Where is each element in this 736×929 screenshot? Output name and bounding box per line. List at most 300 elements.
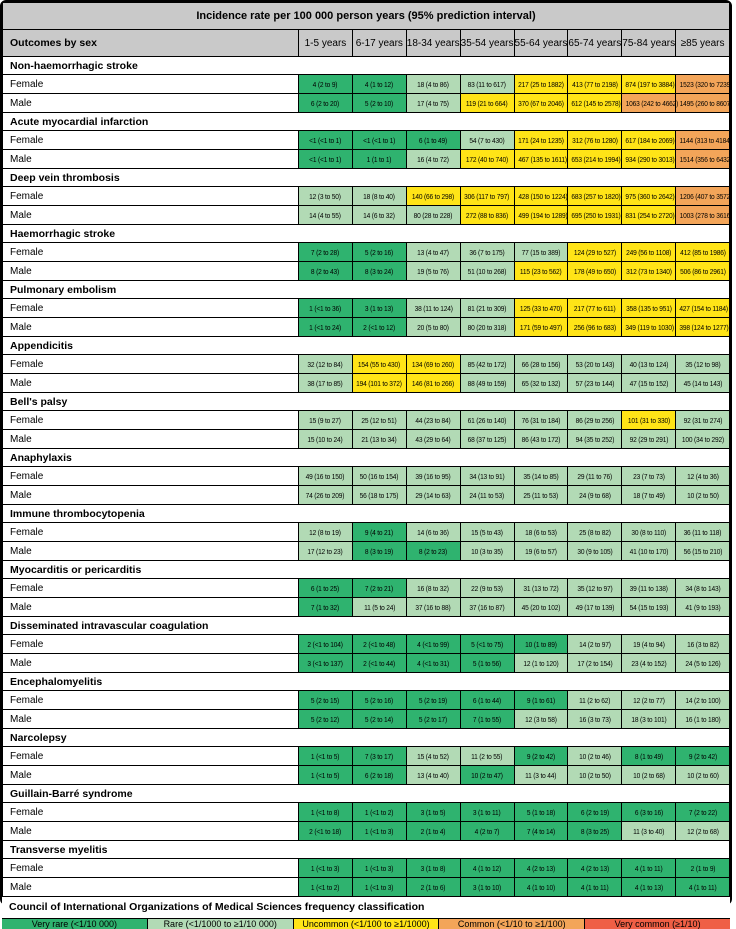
incidence-cell: 653 (214 to 1994) xyxy=(568,150,622,169)
incidence-cell: 14 (2 to 97) xyxy=(568,635,622,654)
incidence-cell: 56 (15 to 210) xyxy=(676,542,730,561)
incidence-cell: 5 (2 to 17) xyxy=(406,710,460,729)
incidence-row-female xyxy=(3,579,730,598)
sex-label: Female xyxy=(3,859,299,878)
sex-label: Male xyxy=(3,878,299,897)
incidence-cell: 5 (2 to 12) xyxy=(299,710,353,729)
incidence-row-male xyxy=(3,878,730,897)
outcome-name: Disseminated intravascular coagulation xyxy=(3,617,730,635)
incidence-cell: 57 (23 to 144) xyxy=(568,374,622,393)
incidence-cell: 83 (11 to 617) xyxy=(460,75,514,94)
incidence-row-female xyxy=(3,75,730,94)
incidence-cell: 12 (3 to 50) xyxy=(299,187,353,206)
incidence-row-female xyxy=(3,635,730,654)
incidence-cell: 6 (2 to 19) xyxy=(568,803,622,822)
incidence-cell: 499 (194 to 1289) xyxy=(514,206,568,225)
incidence-cell: 86 (43 to 172) xyxy=(514,430,568,449)
outcome-name: Bell's palsy xyxy=(3,393,730,411)
incidence-cell: 100 (34 to 292) xyxy=(676,430,730,449)
incidence-cell: 3 (1 to 11) xyxy=(460,803,514,822)
incidence-cell: 45 (14 to 143) xyxy=(676,374,730,393)
incidence-cell: 68 (37 to 125) xyxy=(460,430,514,449)
incidence-cell: 2 (1 to 6) xyxy=(406,878,460,897)
sex-label: Male xyxy=(3,766,299,785)
incidence-row-male xyxy=(3,822,730,841)
incidence-cell: 56 (18 to 175) xyxy=(352,486,406,505)
incidence-cell: 2 (<1 to 12) xyxy=(352,318,406,337)
incidence-cell: 10 (2 to 50) xyxy=(568,766,622,785)
outcome-group-row xyxy=(3,225,730,243)
incidence-cell: 38 (17 to 85) xyxy=(299,374,353,393)
incidence-cell: 18 (7 to 49) xyxy=(622,486,676,505)
incidence-cell: 124 (29 to 527) xyxy=(568,243,622,262)
sex-label: Female xyxy=(3,523,299,542)
incidence-cell: 36 (7 to 175) xyxy=(460,243,514,262)
age-group-header: 65-74 years xyxy=(568,30,622,57)
outcome-name: Acute myocardial infarction xyxy=(3,113,730,131)
legend-item-vc: Very common (≥1/10) xyxy=(585,919,730,929)
incidence-cell: 12 (2 to 77) xyxy=(622,691,676,710)
incidence-cell: 1144 (313 to 4184) xyxy=(676,131,730,150)
incidence-row-male xyxy=(3,542,730,561)
incidence-cell: 4 (2 to 9) xyxy=(299,75,353,94)
incidence-cell: 427 (154 to 1184) xyxy=(676,299,730,318)
sex-label: Male xyxy=(3,598,299,617)
incidence-cell: 24 (5 to 126) xyxy=(676,654,730,673)
incidence-cell: 272 (88 to 836) xyxy=(460,206,514,225)
incidence-row-female xyxy=(3,411,730,430)
incidence-cell: 1063 (242 to 4662) xyxy=(622,94,676,113)
sex-label: Female xyxy=(3,467,299,486)
outcome-group-row xyxy=(3,617,730,635)
incidence-row-male xyxy=(3,374,730,393)
outcome-name: Non-haemorrhagic stroke xyxy=(3,57,730,75)
incidence-cell: 5 (<1 to 75) xyxy=(460,635,514,654)
incidence-cell: 4 (1 to 10) xyxy=(514,878,568,897)
incidence-cell: 34 (13 to 91) xyxy=(460,467,514,486)
incidence-cell: 49 (16 to 150) xyxy=(299,467,353,486)
sex-label: Male xyxy=(3,710,299,729)
incidence-cell: 44 (23 to 84) xyxy=(406,411,460,430)
incidence-cell: 1523 (320 to 7239) xyxy=(676,75,730,94)
incidence-cell: 12 (4 to 36) xyxy=(676,467,730,486)
incidence-cell: 22 (9 to 53) xyxy=(460,579,514,598)
sex-label: Male xyxy=(3,486,299,505)
sex-label: Male xyxy=(3,262,299,281)
incidence-cell: 74 (26 to 209) xyxy=(299,486,353,505)
incidence-cell: 43 (29 to 64) xyxy=(406,430,460,449)
incidence-cell: 21 (13 to 34) xyxy=(352,430,406,449)
incidence-cell: 171 (24 to 1235) xyxy=(514,131,568,150)
incidence-cell: 1 (<1 to 5) xyxy=(299,766,353,785)
incidence-cell: 51 (10 to 268) xyxy=(460,262,514,281)
incidence-cell: 101 (31 to 330) xyxy=(622,411,676,430)
incidence-cell: 3 (1 to 13) xyxy=(352,299,406,318)
incidence-cell: 2 (<1 to 48) xyxy=(352,635,406,654)
incidence-cell: 18 (4 to 86) xyxy=(406,75,460,94)
sex-label: Male xyxy=(3,206,299,225)
outcome-name: Encephalomyelitis xyxy=(3,673,730,691)
incidence-cell: 32 (12 to 84) xyxy=(299,355,353,374)
incidence-cell: 617 (184 to 2069) xyxy=(622,131,676,150)
incidence-cell: 15 (5 to 43) xyxy=(460,523,514,542)
incidence-row-male xyxy=(3,94,730,113)
incidence-cell: <1 (<1 to 1) xyxy=(299,150,353,169)
incidence-cell: 2 (1 to 9) xyxy=(676,859,730,878)
incidence-cell: 14 (6 to 32) xyxy=(352,206,406,225)
incidence-cell: 66 (28 to 156) xyxy=(514,355,568,374)
incidence-cell: 15 (9 to 27) xyxy=(299,411,353,430)
incidence-cell: 358 (135 to 951) xyxy=(622,299,676,318)
incidence-cell: 19 (6 to 57) xyxy=(514,542,568,561)
incidence-row-male xyxy=(3,150,730,169)
incidence-cell: 134 (69 to 260) xyxy=(406,355,460,374)
incidence-cell: 6 (3 to 16) xyxy=(622,803,676,822)
incidence-cell: 15 (10 to 24) xyxy=(299,430,353,449)
incidence-cell: 23 (7 to 73) xyxy=(622,467,676,486)
incidence-cell: 92 (31 to 274) xyxy=(676,411,730,430)
column-header-row xyxy=(3,30,730,57)
sex-label: Female xyxy=(3,75,299,94)
incidence-cell: 217 (25 to 1882) xyxy=(514,75,568,94)
age-group-header: 75-84 years xyxy=(622,30,676,57)
incidence-cell: 312 (73 to 1340) xyxy=(622,262,676,281)
outcome-group-row xyxy=(3,841,730,859)
sex-label: Female xyxy=(3,635,299,654)
incidence-cell: 29 (14 to 63) xyxy=(406,486,460,505)
incidence-cell: 2 (<1 to 104) xyxy=(299,635,353,654)
incidence-cell: 29 (11 to 76) xyxy=(568,467,622,486)
incidence-cell: 10 (2 to 46) xyxy=(568,747,622,766)
sex-label: Female xyxy=(3,243,299,262)
incidence-cell: 17 (12 to 23) xyxy=(299,542,353,561)
incidence-cell: 6 (2 to 20) xyxy=(299,94,353,113)
incidence-cell: 1 (<1 to 8) xyxy=(299,803,353,822)
incidence-row-female xyxy=(3,523,730,542)
incidence-cell: 312 (76 to 1280) xyxy=(568,131,622,150)
incidence-cell: 1 (<1 to 3) xyxy=(352,822,406,841)
incidence-cell: 34 (8 to 143) xyxy=(676,579,730,598)
outcome-group-row xyxy=(3,281,730,299)
incidence-cell: 14 (4 to 55) xyxy=(299,206,353,225)
incidence-cell: 7 (2 to 28) xyxy=(299,243,353,262)
incidence-row-female xyxy=(3,131,730,150)
outcome-name: Transverse myelitis xyxy=(3,841,730,859)
incidence-cell: 12 (3 to 58) xyxy=(514,710,568,729)
incidence-row-male xyxy=(3,206,730,225)
incidence-cell: 37 (16 to 88) xyxy=(406,598,460,617)
sex-label: Female xyxy=(3,355,299,374)
incidence-cell: 47 (15 to 152) xyxy=(622,374,676,393)
incidence-cell: 16 (4 to 72) xyxy=(406,150,460,169)
sex-label: Male xyxy=(3,150,299,169)
incidence-cell: 11 (5 to 24) xyxy=(352,598,406,617)
sex-label: Female xyxy=(3,131,299,150)
outcome-group-row xyxy=(3,785,730,803)
incidence-cell: 831 (254 to 2720) xyxy=(622,206,676,225)
incidence-cell: 14 (2 to 100) xyxy=(676,691,730,710)
incidence-cell: 10 (2 to 68) xyxy=(622,766,676,785)
incidence-cell: 94 (35 to 252) xyxy=(568,430,622,449)
incidence-cell: 10 (2 to 47) xyxy=(460,766,514,785)
incidence-cell: 20 (5 to 80) xyxy=(406,318,460,337)
incidence-cell: 7 (4 to 14) xyxy=(514,822,568,841)
incidence-cell: 50 (16 to 154) xyxy=(352,467,406,486)
incidence-cell: 874 (197 to 3884) xyxy=(622,75,676,94)
incidence-cell: 12 (8 to 19) xyxy=(299,523,353,542)
incidence-cell: 1 (<1 to 5) xyxy=(299,747,353,766)
incidence-row-female xyxy=(3,859,730,878)
incidence-cell: 5 (2 to 14) xyxy=(352,710,406,729)
incidence-cell: 18 (8 to 40) xyxy=(352,187,406,206)
incidence-cell: 467 (135 to 1611) xyxy=(514,150,568,169)
incidence-cell: 12 (2 to 68) xyxy=(676,822,730,841)
outcome-name: Appendicitis xyxy=(3,337,730,355)
incidence-cell: 5 (1 to 56) xyxy=(460,654,514,673)
incidence-row-female xyxy=(3,803,730,822)
incidence-cell: 36 (11 to 118) xyxy=(676,523,730,542)
incidence-cell: 934 (290 to 3013) xyxy=(622,150,676,169)
incidence-row-female xyxy=(3,355,730,374)
incidence-cell: 349 (119 to 1030) xyxy=(622,318,676,337)
sex-label: Male xyxy=(3,542,299,561)
incidence-cell: 61 (26 to 140) xyxy=(460,411,514,430)
incidence-cell: 249 (56 to 1108) xyxy=(622,243,676,262)
outcome-name: Anaphylaxis xyxy=(3,449,730,467)
incidence-cell: 178 (49 to 650) xyxy=(568,262,622,281)
incidence-cell: 53 (20 to 143) xyxy=(568,355,622,374)
incidence-cell: 19 (4 to 94) xyxy=(622,635,676,654)
incidence-cell: 35 (12 to 98) xyxy=(676,355,730,374)
outcome-group-row xyxy=(3,169,730,187)
age-group-header: 18-34 years xyxy=(406,30,460,57)
sex-label: Male xyxy=(3,374,299,393)
incidence-cell: 6 (1 to 44) xyxy=(460,691,514,710)
incidence-cell: 16 (3 to 82) xyxy=(676,635,730,654)
incidence-cell: 428 (150 to 1224) xyxy=(514,187,568,206)
incidence-cell: 683 (257 to 1820) xyxy=(568,187,622,206)
figure-title-row xyxy=(3,3,730,30)
incidence-row-male xyxy=(3,486,730,505)
incidence-cell: 24 (9 to 68) xyxy=(568,486,622,505)
incidence-row-male xyxy=(3,598,730,617)
outcome-name: Pulmonary embolism xyxy=(3,281,730,299)
incidence-cell: 11 (3 to 40) xyxy=(622,822,676,841)
incidence-cell: 1 (<1 to 24) xyxy=(299,318,353,337)
outcome-group-row xyxy=(3,113,730,131)
outcome-name: Narcolepsy xyxy=(3,729,730,747)
incidence-cell: 76 (31 to 184) xyxy=(514,411,568,430)
incidence-cell: 86 (29 to 256) xyxy=(568,411,622,430)
outcome-group-row xyxy=(3,337,730,355)
incidence-cell: 80 (28 to 228) xyxy=(406,206,460,225)
incidence-cell: 8 (2 to 23) xyxy=(406,542,460,561)
incidence-cell: 370 (67 to 2046) xyxy=(514,94,568,113)
incidence-cell: 4 (2 to 13) xyxy=(514,859,568,878)
incidence-cell: 16 (8 to 32) xyxy=(406,579,460,598)
incidence-row-female xyxy=(3,691,730,710)
incidence-row-male xyxy=(3,766,730,785)
incidence-cell: 80 (20 to 318) xyxy=(460,318,514,337)
incidence-cell: 24 (11 to 53) xyxy=(460,486,514,505)
incidence-cell: 1 (<1 to 3) xyxy=(352,878,406,897)
incidence-row-female xyxy=(3,747,730,766)
incidence-cell: 612 (145 to 2578) xyxy=(568,94,622,113)
incidence-cell: 8 (3 to 24) xyxy=(352,262,406,281)
legend-item-vr: Very rare (<1/10 000) xyxy=(2,919,148,929)
outcome-name: Myocarditis or pericarditis xyxy=(3,561,730,579)
outcome-group-row xyxy=(3,57,730,75)
age-group-header: 35-54 years xyxy=(460,30,514,57)
incidence-cell: 25 (8 to 82) xyxy=(568,523,622,542)
incidence-cell: 17 (2 to 154) xyxy=(568,654,622,673)
incidence-cell: 1495 (260 to 8607) xyxy=(676,94,730,113)
outcome-name: Immune thrombocytopenia xyxy=(3,505,730,523)
incidence-cell: 37 (16 to 87) xyxy=(460,598,514,617)
table-body xyxy=(3,57,733,897)
incidence-cell: 30 (8 to 110) xyxy=(622,523,676,542)
sex-label: Male xyxy=(3,654,299,673)
incidence-row-male xyxy=(3,262,730,281)
sex-label: Male xyxy=(3,430,299,449)
incidence-cell: 146 (81 to 266) xyxy=(406,374,460,393)
incidence-cell: 412 (85 to 1986) xyxy=(676,243,730,262)
incidence-cell: 14 (6 to 36) xyxy=(406,523,460,542)
outcome-name: Guillain-Barré syndrome xyxy=(3,785,730,803)
incidence-cell: 5 (2 to 19) xyxy=(406,691,460,710)
incidence-cell: 41 (9 to 193) xyxy=(676,598,730,617)
incidence-row-female xyxy=(3,243,730,262)
incidence-cell: 1206 (407 to 3572) xyxy=(676,187,730,206)
incidence-cell: 41 (10 to 170) xyxy=(622,542,676,561)
outcome-group-row xyxy=(3,729,730,747)
incidence-cell: 9 (1 to 61) xyxy=(514,691,568,710)
incidence-cell: 7 (1 to 32) xyxy=(299,598,353,617)
incidence-cell: 3 (1 to 5) xyxy=(406,803,460,822)
incidence-cell: 16 (3 to 73) xyxy=(568,710,622,729)
incidence-cell: 1 (1 to 1) xyxy=(352,150,406,169)
incidence-row-female xyxy=(3,467,730,486)
incidence-cell: 4 (1 to 13) xyxy=(622,878,676,897)
incidence-cell: 194 (101 to 372) xyxy=(352,374,406,393)
incidence-cell: 115 (23 to 562) xyxy=(514,262,568,281)
incidence-cell: 4 (<1 to 31) xyxy=(406,654,460,673)
incidence-cell: 5 (1 to 18) xyxy=(514,803,568,822)
outcome-group-row xyxy=(3,673,730,691)
incidence-cell: 19 (5 to 76) xyxy=(406,262,460,281)
incidence-cell: 171 (59 to 497) xyxy=(514,318,568,337)
legend-item-r: Rare (<1/1000 to ≥1/10 000) xyxy=(148,919,294,929)
incidence-cell: 17 (4 to 75) xyxy=(406,94,460,113)
incidence-cell: 413 (77 to 2198) xyxy=(568,75,622,94)
incidence-cell: 6 (2 to 18) xyxy=(352,766,406,785)
incidence-cell: 8 (2 to 43) xyxy=(299,262,353,281)
incidence-cell: 2 (1 to 4) xyxy=(406,822,460,841)
incidence-cell: 4 (1 to 11) xyxy=(676,878,730,897)
incidence-cell: 6 (1 to 49) xyxy=(406,131,460,150)
incidence-cell: 18 (3 to 101) xyxy=(622,710,676,729)
incidence-cell: 39 (16 to 95) xyxy=(406,467,460,486)
incidence-cell: 18 (6 to 53) xyxy=(514,523,568,542)
incidence-cell: 1003 (278 to 3616) xyxy=(676,206,730,225)
incidence-cell: 65 (32 to 132) xyxy=(514,374,568,393)
sex-label: Male xyxy=(3,822,299,841)
incidence-cell: 81 (21 to 309) xyxy=(460,299,514,318)
age-group-header: 6-17 years xyxy=(352,30,406,57)
incidence-cell: 1 (<1 to 2) xyxy=(299,878,353,897)
incidence-cell: 2 (<1 to 44) xyxy=(352,654,406,673)
incidence-cell: 217 (77 to 611) xyxy=(568,299,622,318)
incidence-row-male xyxy=(3,430,730,449)
age-group-header: ≥85 years xyxy=(676,30,730,57)
incidence-cell: 7 (2 to 22) xyxy=(676,803,730,822)
incidence-cell: 54 (15 to 193) xyxy=(622,598,676,617)
incidence-cell: 1 (<1 to 3) xyxy=(299,859,353,878)
incidence-cell: 140 (66 to 298) xyxy=(406,187,460,206)
incidence-cell: 9 (4 to 21) xyxy=(352,523,406,542)
incidence-cell: 4 (2 to 13) xyxy=(568,859,622,878)
incidence-cell: 8 (1 to 49) xyxy=(622,747,676,766)
sex-label: Female xyxy=(3,747,299,766)
incidence-cell: 30 (9 to 105) xyxy=(568,542,622,561)
incidence-cell: 7 (2 to 21) xyxy=(352,579,406,598)
sex-label: Female xyxy=(3,803,299,822)
incidence-cell: 15 (4 to 52) xyxy=(406,747,460,766)
incidence-cell: <1 (<1 to 1) xyxy=(299,131,353,150)
incidence-cell: 39 (11 to 138) xyxy=(622,579,676,598)
incidence-row-female xyxy=(3,299,730,318)
incidence-cell: 154 (55 to 430) xyxy=(352,355,406,374)
incidence-cell: 4 (1 to 11) xyxy=(568,878,622,897)
sex-label: Female xyxy=(3,411,299,430)
incidence-cell: 256 (96 to 683) xyxy=(568,318,622,337)
incidence-cell: 172 (40 to 740) xyxy=(460,150,514,169)
incidence-cell: 5 (2 to 16) xyxy=(352,243,406,262)
incidence-cell: 25 (12 to 51) xyxy=(352,411,406,430)
incidence-cell: 5 (2 to 16) xyxy=(352,691,406,710)
incidence-cell: 25 (11 to 53) xyxy=(514,486,568,505)
incidence-cell: 10 (2 to 60) xyxy=(676,766,730,785)
outcome-group-row xyxy=(3,449,730,467)
incidence-cell: 2 (<1 to 18) xyxy=(299,822,353,841)
incidence-cell: 4 (<1 to 99) xyxy=(406,635,460,654)
incidence-cell: 1514 (356 to 6432) xyxy=(676,150,730,169)
incidence-cell: 10 (3 to 35) xyxy=(460,542,514,561)
outcome-group-row xyxy=(3,505,730,523)
incidence-cell: 5 (2 to 10) xyxy=(352,94,406,113)
incidence-cell: 8 (3 to 25) xyxy=(568,822,622,841)
incidence-cell: 23 (4 to 152) xyxy=(622,654,676,673)
incidence-cell: 4 (1 to 12) xyxy=(460,859,514,878)
incidence-cell: 4 (1 to 11) xyxy=(622,859,676,878)
sex-label: Female xyxy=(3,299,299,318)
incidence-cell: 398 (124 to 1277) xyxy=(676,318,730,337)
incidence-cell: 3 (<1 to 137) xyxy=(299,654,353,673)
sex-label: Male xyxy=(3,318,299,337)
incidence-row-male xyxy=(3,710,730,729)
incidence-cell: 975 (360 to 2642) xyxy=(622,187,676,206)
incidence-cell: 5 (2 to 15) xyxy=(299,691,353,710)
incidence-cell: 45 (20 to 102) xyxy=(514,598,568,617)
incidence-cell: 4 (2 to 7) xyxy=(460,822,514,841)
incidence-cell: 6 (1 to 25) xyxy=(299,579,353,598)
sex-label: Female xyxy=(3,579,299,598)
incidence-cell: 9 (2 to 42) xyxy=(514,747,568,766)
incidence-cell: 695 (250 to 1931) xyxy=(568,206,622,225)
incidence-cell: 9 (2 to 42) xyxy=(676,747,730,766)
incidence-cell: 49 (17 to 139) xyxy=(568,598,622,617)
incidence-cell: 11 (2 to 62) xyxy=(568,691,622,710)
